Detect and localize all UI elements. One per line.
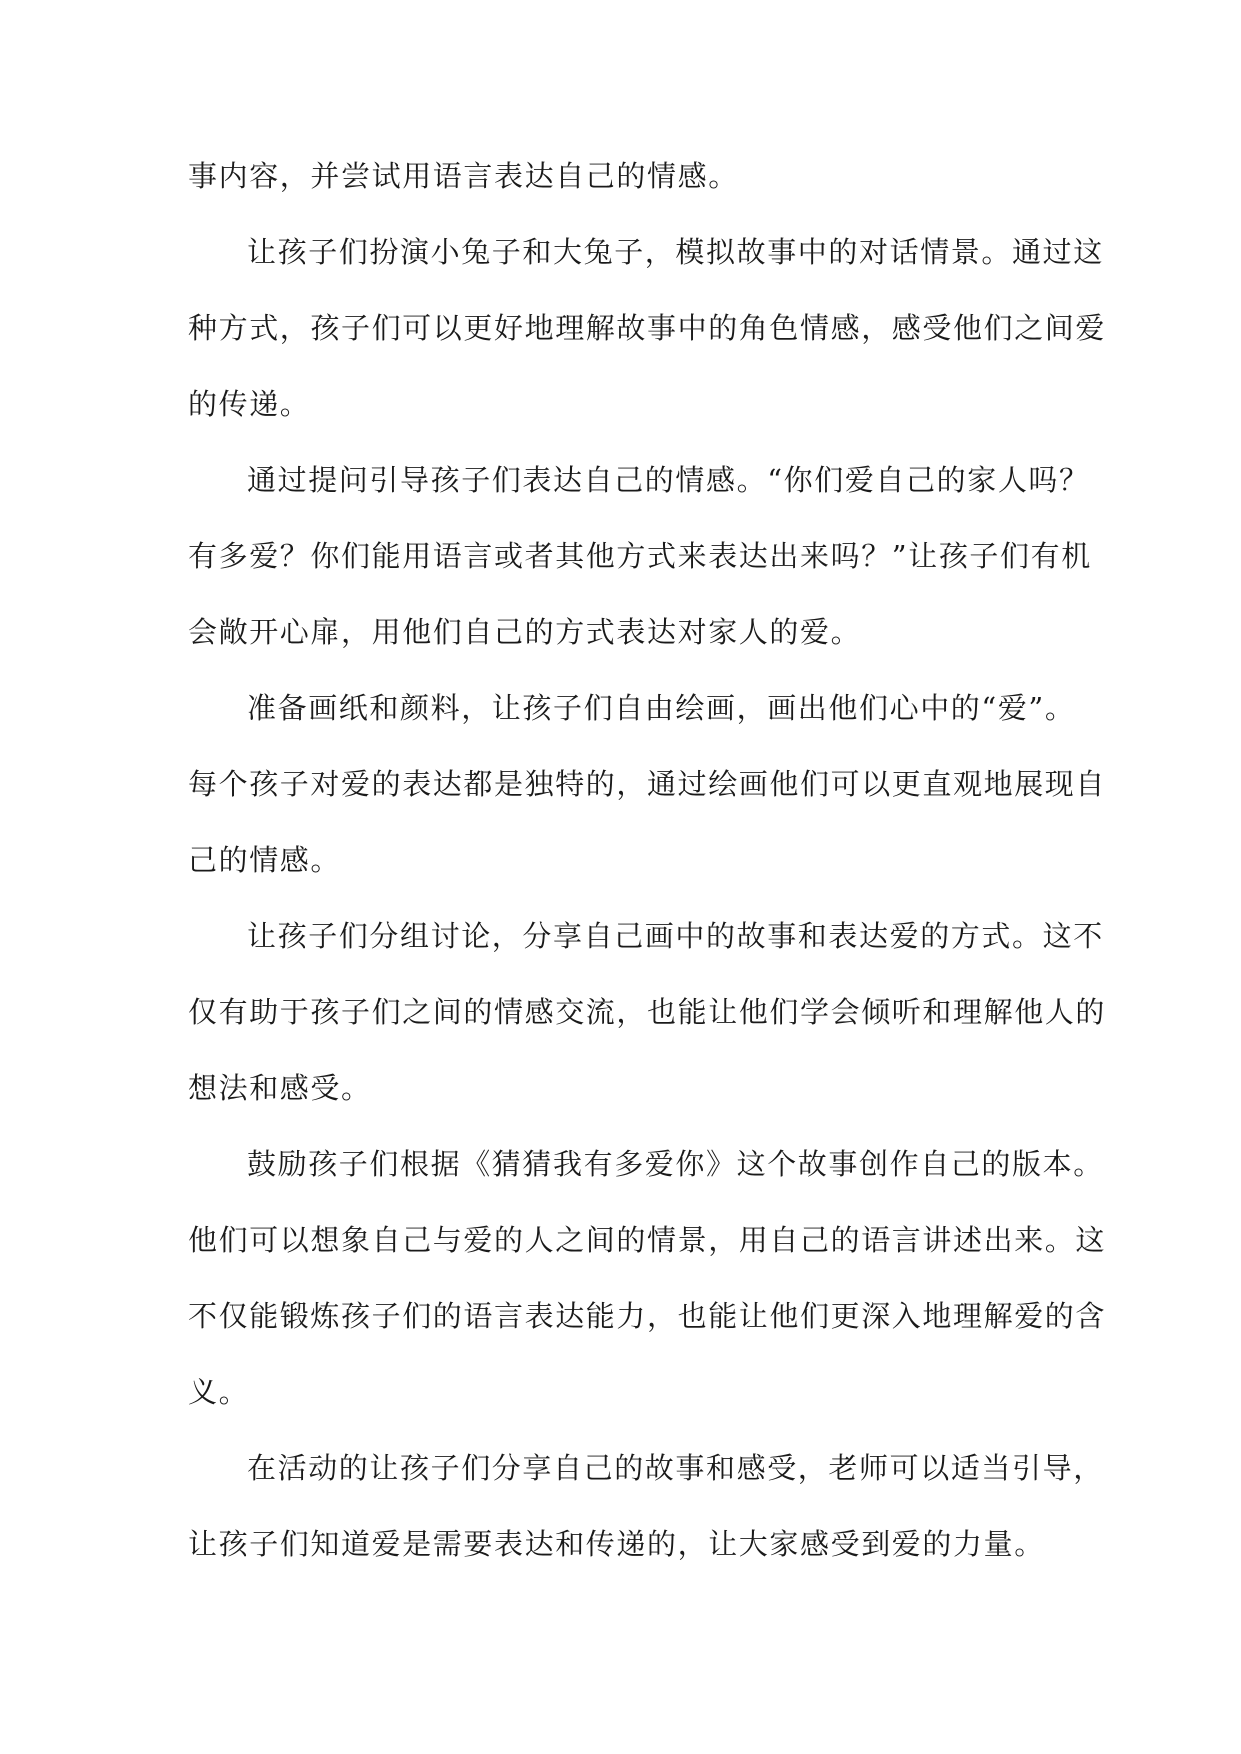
text-line: 不仅能锻炼孩子们的语言表达能力，也能让他们更深入地理解爱的含 (188, 1299, 1107, 1333)
text-line: 让孩子们扮演小兔子和大兔子，模拟故事中的对话情景。通过这 (247, 235, 1104, 269)
text-line: 通过提问引导孩子们表达自己的情感。“你们爱自己的家人吗？ (247, 463, 1090, 497)
text-line: 想法和感受。 (188, 1071, 372, 1105)
text-line: 事内容，并尝试用语言表达自己的情感。 (188, 159, 739, 193)
text-line: 义。 (188, 1375, 250, 1409)
paragraph-4 (188, 670, 1107, 898)
paragraph-3 (188, 442, 1092, 670)
body-text (188, 138, 1107, 1582)
text-line: 让孩子们知道爱是需要表达和传递的，让大家感受到爱的力量。 (188, 1527, 1045, 1561)
text-line: 准备画纸和颜料，让孩子们自由绘画，画出他们心中的“爱”。 (247, 691, 1076, 725)
text-line: 有多爱？你们能用语言或者其他方式来表达出来吗？”让孩子们有机 (188, 539, 1092, 573)
text-line: 种方式，孩子们可以更好地理解故事中的角色情感，感受他们之间爱 (188, 311, 1107, 345)
text-line: 每个孩子对爱的表达都是独特的，通过绘画他们可以更直观地展现自 (188, 767, 1107, 801)
paragraph-1 (188, 138, 1054, 214)
text-line: 在活动的让孩子们分享自己的故事和感受，老师可以适当引导， (247, 1451, 1104, 1485)
text-line: 让孩子们分组讨论，分享自己画中的故事和表达爱的方式。这不 (247, 919, 1104, 953)
paragraph-7 (188, 1430, 1104, 1582)
paragraph-6 (188, 1126, 1107, 1430)
text-line: 己的情感。 (188, 843, 342, 877)
text-line: 的传递。 (188, 387, 311, 421)
text-line: 会敞开心扉，用他们自己的方式表达对家人的爱。 (188, 615, 862, 649)
text-line: 仅有助于孩子们之间的情感交流，也能让他们学会倾听和理解他人的 (188, 995, 1107, 1029)
text-line: 他们可以想象自己与爱的人之间的情景，用自己的语言讲述出来。这 (188, 1223, 1107, 1257)
paragraph-5 (188, 898, 1107, 1126)
paragraph-2 (188, 214, 1107, 442)
text-line: 鼓励孩子们根据《猜猜我有多爱你》这个故事创作自己的版本。 (247, 1147, 1104, 1181)
